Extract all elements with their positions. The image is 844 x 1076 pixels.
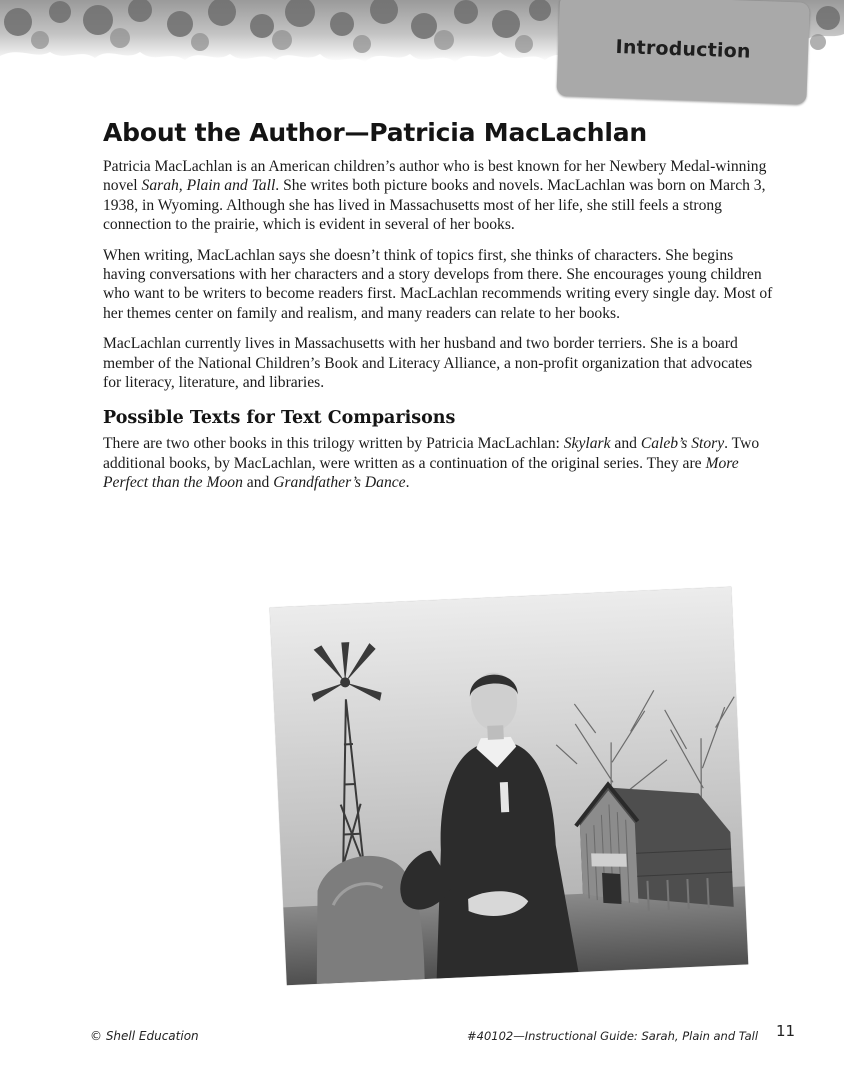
- paragraph-1-text-a: Patricia MacLachlan is an American children’s author who is best known for her Newbery Medal-winning novel: [103, 158, 767, 195]
- paragraph-4-text-a: There are two other books in this trilogy written by Patricia MacLachlan:: [103, 435, 564, 453]
- footer-guide-prefix: #40102—Instructional Guide:: [467, 1029, 642, 1043]
- footer-guide-reference: [467, 1029, 758, 1043]
- paragraph-1-text-b: . She writes both picture books and novels. MacLachlan was born on March 3, 1938, in Wyoming. Although she has lived in Massachusetts most of her life, she still feels a strong connection to the prairie, which is evident in several of her books.: [103, 177, 766, 234]
- footer-copyright: © Shell Education: [90, 1029, 199, 1043]
- illustration-photo: [270, 587, 749, 986]
- section-subheading: Possible Texts for Text Comparisons: [103, 408, 456, 429]
- paragraph-1: [103, 157, 773, 235]
- paragraph-4-text-c: . Two additional books, by MacLachlan, were written as a continuation of the original series. They are: [103, 435, 760, 472]
- book-title-calebs-story: Caleb’s Story: [640, 435, 725, 453]
- section-tab-label: Introduction: [615, 35, 752, 63]
- book-title-grandfathers-dance: Grandfather’s Dance: [273, 474, 406, 492]
- section-tab: [556, 0, 809, 105]
- header-band: [0, 0, 844, 110]
- book-title-more-perfect-than-the-moon: More Perfect than the Moon: [103, 454, 739, 492]
- prairie-scene-image: [270, 587, 749, 986]
- paragraph-4-text-d: and: [242, 474, 274, 492]
- book-title-sarah-plain-and-tall: Sarah, Plain and Tall: [141, 177, 276, 195]
- footer-guide-title: Sarah, Plain and Tall: [641, 1029, 759, 1043]
- paragraph-4-text-e: .: [405, 474, 410, 492]
- paragraph-3: MacLachlan currently lives in Massachusetts with her husband and two border terriers. She is a board member of the National Children’s Book and Literacy Alliance, a non-profit organization that advocates for literacy, literature, and libraries.: [103, 335, 753, 392]
- paragraph-4-text-b: and: [610, 435, 641, 453]
- main-content: [103, 118, 773, 504]
- page-title: About the Author—Patricia MacLachlan: [103, 118, 648, 147]
- page-number: 11: [776, 1022, 796, 1040]
- paragraph-2: When writing, MacLachlan says she doesn’t think of topics first, she thinks of characters. She begins having conversations with her characters and a story develops from there. She encourages young children who want to be writers to become readers first. MacLachlan recommends writing every single day. Most of her themes center on family and realism, and many readers can relate to her books.: [103, 246, 773, 322]
- paragraph-4: [103, 434, 773, 492]
- book-title-skylark: Skylark: [563, 435, 611, 453]
